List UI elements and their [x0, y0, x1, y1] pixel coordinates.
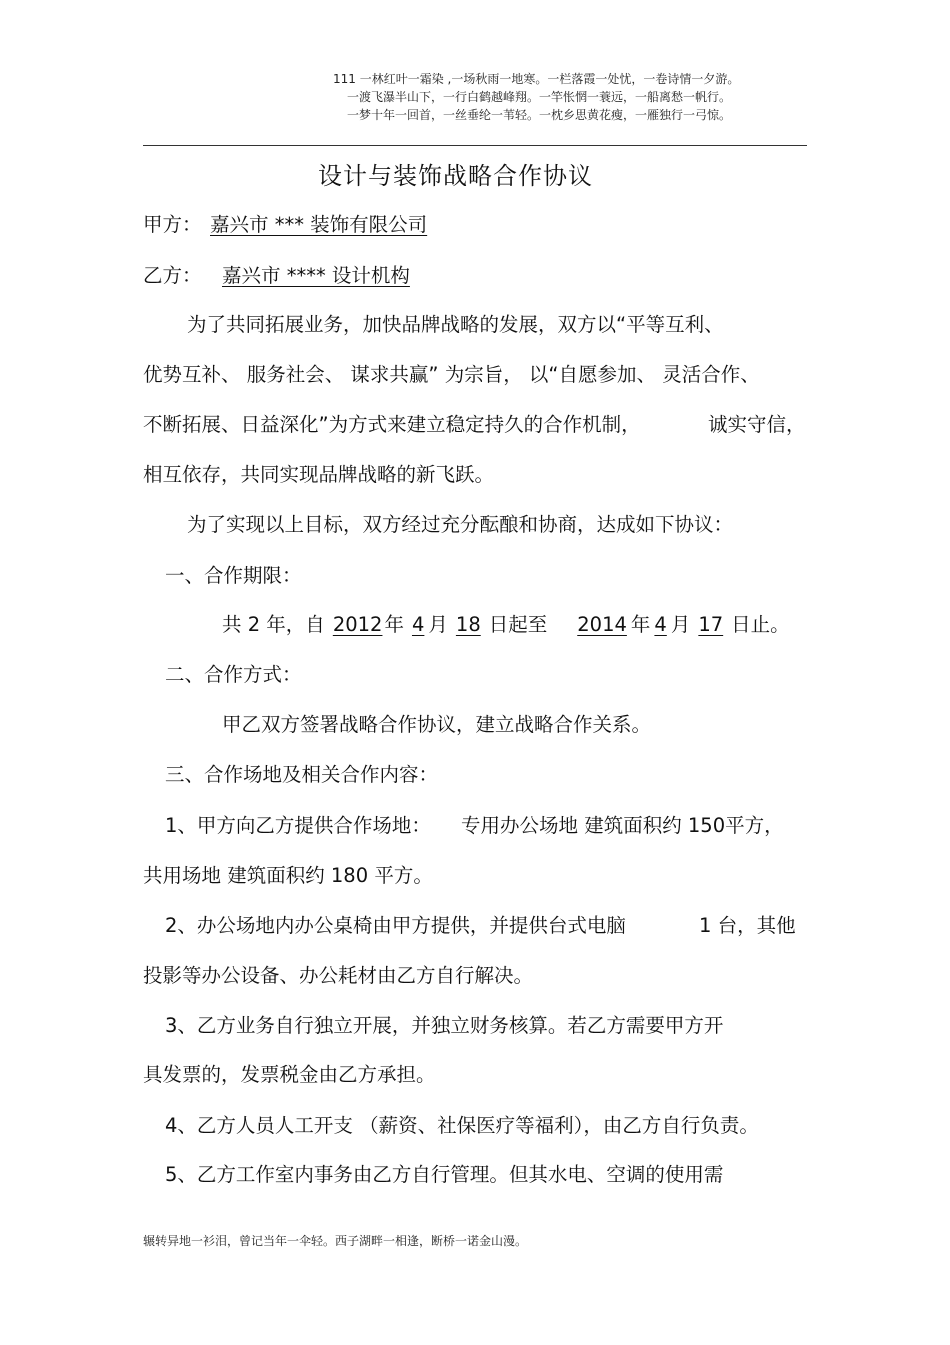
- unit-year-2: 年: [630, 613, 651, 636]
- item-2-line-a: 2、办公场地内办公桌椅由甲方提供，并提供台式电脑: [165, 914, 626, 937]
- party-a-name: 嘉兴市 *** 装饰有限公司: [210, 213, 428, 236]
- item-2-line-c: 投影等办公设备、办公耗材由乙方自行解决。: [143, 964, 534, 987]
- intro-line-4: 相互依存，共同实现品牌战略的新飞跃。: [143, 463, 495, 486]
- header-line-3: 一梦十年一回首，一丝垂纶一苇轻。一枕乡思黄花瘦，一雁独行一弓惊。: [347, 108, 732, 122]
- header-divider: [143, 145, 807, 146]
- section-1-title: 一、合作期限：: [165, 564, 302, 587]
- item-1-line-c: 共用场地 建筑面积约 180 平方。: [143, 864, 433, 887]
- start-month: 4: [411, 613, 425, 636]
- item-5: 5、乙方工作室内事务由乙方自行管理。但其水电、空调的使用需: [165, 1163, 724, 1186]
- item-3-line-b: 具发票的，发票税金由乙方承担。: [143, 1063, 436, 1086]
- intro-line-3a: 不断拓展、日益深化”为方式来建立稳定持久的合作机制，: [143, 413, 641, 436]
- item-3-line-a: 3、乙方业务自行独立开展，并独立财务核算。若乙方需要甲方开: [165, 1014, 724, 1037]
- document-title: 设计与装饰战略合作协议: [318, 162, 593, 190]
- unit-year-1: 年: [384, 613, 404, 636]
- item-4: 4、乙方人员人工开支 （薪资、社保医疗等福利），由乙方自行负责。: [165, 1114, 759, 1137]
- item-1-line-a: 1、甲方向乙方提供合作场地：: [165, 814, 431, 837]
- item-2-line-b: 1 台，其他: [699, 914, 796, 937]
- header-line-1: 111 一林红叶一霜染 ,一场秋雨一地寒。一栏落霞一处忧，一卷诗情一夕游。: [333, 72, 740, 86]
- end-year: 2014: [577, 613, 627, 636]
- party-b-name: 嘉兴市 **** 设计机构: [222, 264, 410, 287]
- intro-line-2: 优势互补、 服务社会、 谋求共赢” 为宗旨， 以“自愿参加、 灵活合作、: [143, 363, 760, 386]
- intro-line-3b: 诚实守信，: [708, 413, 806, 436]
- section-3-title: 三、合作场地及相关合作内容：: [165, 763, 439, 786]
- start-day: 18: [455, 613, 481, 636]
- section-2-title: 二、合作方式：: [165, 663, 302, 686]
- intro-line-1: 为了共同拓展业务，加快品牌战略的发展，双方以“平等互利、: [187, 313, 724, 336]
- header-line-2: 一渡飞瀑半山下，一行白鹤越峰翔。一竿怅惘一蓑远，一船离愁一帆行。: [347, 90, 732, 104]
- unit-month-2: 月: [670, 613, 691, 636]
- party-a-label: 甲方：: [143, 213, 202, 236]
- from-text: 日起至: [488, 613, 548, 636]
- party-b-label: 乙方：: [143, 264, 202, 287]
- end-day: 17: [698, 613, 724, 636]
- section-2-body: 甲乙双方签署战略合作协议，建立战略合作关系。: [222, 713, 652, 736]
- item-1-line-b: 专用办公场地 建筑面积约 150平方，: [461, 814, 784, 837]
- start-year: 2012: [332, 613, 383, 636]
- end-month: 4: [654, 613, 667, 636]
- term-prefix: 共 2 年，自: [222, 613, 325, 636]
- end-text: 日止。: [731, 613, 790, 636]
- intro-line-5: 为了实现以上目标，双方经过充分酝酿和协商，达成如下协议：: [187, 513, 734, 536]
- unit-month-1: 月: [428, 613, 448, 636]
- footer-line: 辗转异地一衫泪，曾记当年一伞轻。西子湖畔一相逢，断桥一诺金山漫。: [143, 1234, 528, 1248]
- term-line: [222, 609, 790, 637]
